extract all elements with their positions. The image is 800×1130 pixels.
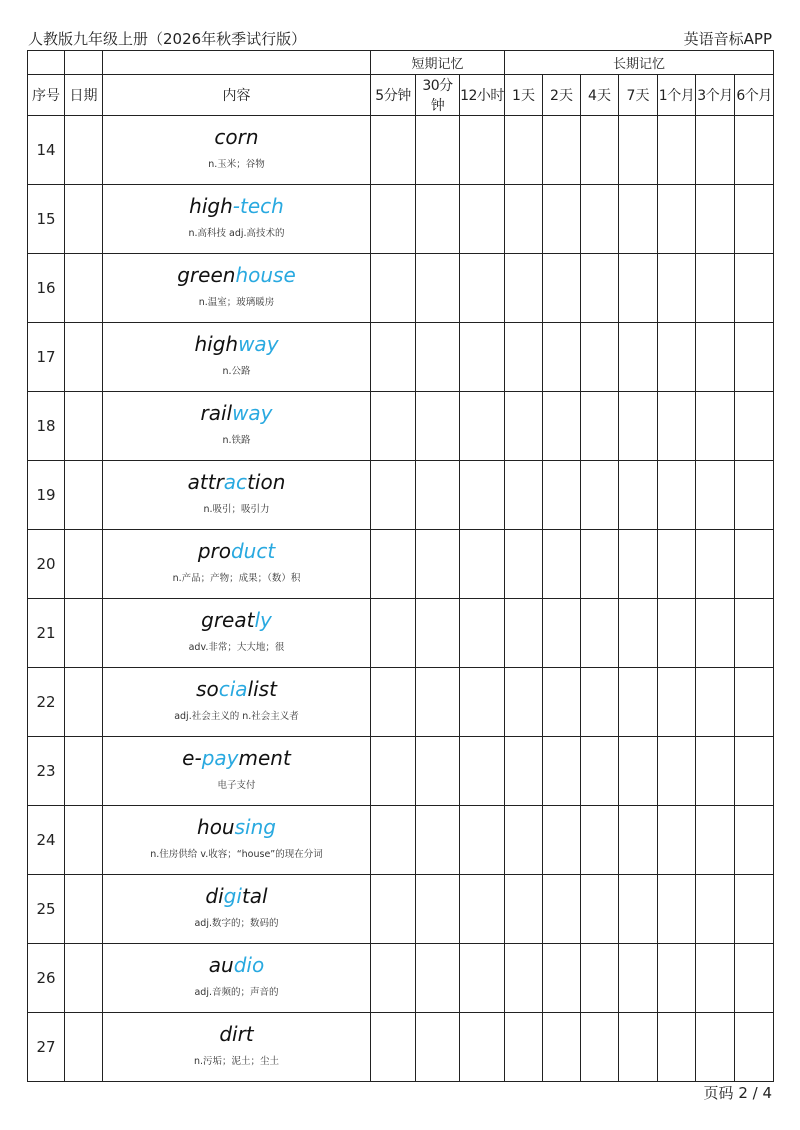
vocab-word <box>103 815 370 839</box>
review-checkbox-cell[interactable] <box>619 392 658 461</box>
review-checkbox-cell[interactable] <box>735 668 774 737</box>
row-index: 17 <box>28 323 65 392</box>
review-checkbox-cell[interactable] <box>416 599 460 668</box>
review-checkbox-cell[interactable] <box>581 599 619 668</box>
review-checkbox-cell[interactable] <box>505 461 543 530</box>
vocab-definition: n.温室；玻璃暖房 <box>198 297 275 308</box>
content-cell <box>103 875 371 944</box>
syllable: great <box>201 608 255 632</box>
review-checkbox-cell[interactable] <box>416 875 460 944</box>
row-index: 19 <box>28 461 65 530</box>
date-cell <box>65 254 103 323</box>
review-checkbox-cell[interactable] <box>658 530 696 599</box>
interval-header: 1个月 <box>658 75 696 116</box>
review-checkbox-cell[interactable] <box>619 737 658 806</box>
table-row <box>28 254 774 323</box>
review-checkbox-cell[interactable] <box>460 875 505 944</box>
syllable: list <box>247 677 277 701</box>
vocab-word <box>103 1022 370 1046</box>
vocab-definition: n.公路 <box>222 366 251 377</box>
review-checkbox-cell[interactable] <box>658 737 696 806</box>
row-index: 14 <box>28 116 65 185</box>
date-cell <box>65 323 103 392</box>
table-row <box>28 599 774 668</box>
review-checkbox-cell[interactable] <box>696 323 735 392</box>
review-checkbox-cell[interactable] <box>460 323 505 392</box>
row-index: 18 <box>28 392 65 461</box>
review-checkbox-cell[interactable] <box>371 944 416 1013</box>
review-checkbox-cell[interactable] <box>505 599 543 668</box>
review-checkbox-cell[interactable] <box>460 668 505 737</box>
review-checkbox-cell[interactable] <box>735 116 774 185</box>
date-cell <box>65 599 103 668</box>
review-checkbox-cell[interactable] <box>416 530 460 599</box>
review-checkbox-cell[interactable] <box>619 185 658 254</box>
review-checkbox-cell[interactable] <box>658 806 696 875</box>
review-checkbox-cell[interactable] <box>696 254 735 323</box>
table-row <box>28 461 774 530</box>
review-checkbox-cell[interactable] <box>619 1013 658 1082</box>
index-column-header: 序号 <box>28 75 65 116</box>
review-checkbox-cell[interactable] <box>735 875 774 944</box>
vocab-rows <box>28 116 774 1082</box>
vocab-word <box>103 539 370 563</box>
review-checkbox-cell[interactable] <box>581 461 619 530</box>
vocab-word <box>103 953 370 977</box>
review-checkbox-cell[interactable] <box>658 668 696 737</box>
review-checkbox-cell[interactable] <box>460 392 505 461</box>
review-checkbox-cell[interactable] <box>581 1013 619 1082</box>
vocab-word <box>103 470 370 494</box>
review-checkbox-cell[interactable] <box>696 116 735 185</box>
highlighted-syllable: ac <box>223 470 248 494</box>
row-index: 24 <box>28 806 65 875</box>
review-checkbox-cell[interactable] <box>619 806 658 875</box>
review-checkbox-cell[interactable] <box>371 1013 416 1082</box>
highlighted-syllable: way <box>238 332 279 356</box>
table-row <box>28 116 774 185</box>
review-checkbox-cell[interactable] <box>581 116 619 185</box>
highlighted-syllable: cia <box>218 677 248 701</box>
review-checkbox-cell[interactable] <box>371 323 416 392</box>
review-checkbox-cell[interactable] <box>543 737 581 806</box>
content-cell <box>103 254 371 323</box>
review-checkbox-cell[interactable] <box>735 737 774 806</box>
vocab-word <box>103 263 370 287</box>
review-checkbox-cell[interactable] <box>460 185 505 254</box>
review-checkbox-cell[interactable] <box>371 461 416 530</box>
row-index: 26 <box>28 944 65 1013</box>
review-checkbox-cell[interactable] <box>460 461 505 530</box>
table-row <box>28 806 774 875</box>
content-cell <box>103 323 371 392</box>
vocab-definition: n.住房供给 v.收容；“house”的现在分词 <box>150 849 323 860</box>
review-checkbox-cell[interactable] <box>505 737 543 806</box>
vocab-definition: adj.数字的；数码的 <box>194 918 279 929</box>
date-cell <box>65 1013 103 1082</box>
syllable: e- <box>182 746 202 770</box>
content-cell <box>103 1013 371 1082</box>
content-cell <box>103 461 371 530</box>
date-cell <box>65 116 103 185</box>
brand-label: 英语音标APP <box>683 30 772 48</box>
syllable: corn <box>214 125 259 149</box>
review-checkbox-cell[interactable] <box>696 392 735 461</box>
blank-cell <box>103 51 371 75</box>
review-checkbox-cell[interactable] <box>658 116 696 185</box>
group-header-row <box>28 51 774 75</box>
review-checkbox-cell[interactable] <box>658 254 696 323</box>
review-checkbox-cell[interactable] <box>696 944 735 1013</box>
row-index: 21 <box>28 599 65 668</box>
review-checkbox-cell[interactable] <box>416 944 460 1013</box>
review-checkbox-cell[interactable] <box>735 530 774 599</box>
syllable: rail <box>200 401 233 425</box>
table-row <box>28 668 774 737</box>
table-row <box>28 185 774 254</box>
review-checkbox-cell[interactable] <box>658 1013 696 1082</box>
review-checkbox-cell[interactable] <box>505 323 543 392</box>
table-row <box>28 875 774 944</box>
review-checkbox-cell[interactable] <box>460 116 505 185</box>
short-term-group-header: 短期记忆 <box>371 51 505 75</box>
review-checkbox-cell[interactable] <box>543 185 581 254</box>
interval-header: 1天 <box>505 75 543 116</box>
vocab-word <box>103 884 370 908</box>
review-checkbox-cell[interactable] <box>735 944 774 1013</box>
highlighted-syllable: pay <box>201 746 239 770</box>
review-checkbox-cell[interactable] <box>696 185 735 254</box>
review-checkbox-cell[interactable] <box>581 944 619 1013</box>
date-cell <box>65 185 103 254</box>
review-checkbox-cell[interactable] <box>543 116 581 185</box>
highlighted-syllable: duct <box>230 539 276 563</box>
syllable: green <box>177 263 236 287</box>
syllable: hou <box>197 815 235 839</box>
review-checkbox-cell[interactable] <box>696 737 735 806</box>
blank-cell <box>65 51 103 75</box>
interval-header: 30分钟 <box>416 75 460 116</box>
review-checkbox-cell[interactable] <box>505 530 543 599</box>
review-checkbox-cell[interactable] <box>735 1013 774 1082</box>
review-checkbox-cell[interactable] <box>460 944 505 1013</box>
vocab-word <box>103 194 370 218</box>
review-checkbox-cell[interactable] <box>735 392 774 461</box>
review-checkbox-cell[interactable] <box>581 806 619 875</box>
vocab-definition: n.铁路 <box>222 435 251 446</box>
content-cell <box>103 944 371 1013</box>
syllable: ment <box>238 746 291 770</box>
vocab-definition: n.吸引；吸引力 <box>203 504 270 515</box>
review-checkbox-cell[interactable] <box>581 254 619 323</box>
row-index: 16 <box>28 254 65 323</box>
content-cell <box>103 668 371 737</box>
date-cell <box>65 392 103 461</box>
review-checkbox-cell[interactable] <box>696 530 735 599</box>
review-checkbox-cell[interactable] <box>371 737 416 806</box>
vocab-definition: adj.音频的；声音的 <box>194 987 279 998</box>
review-checkbox-cell[interactable] <box>460 254 505 323</box>
date-column-header: 日期 <box>65 75 103 116</box>
table-row <box>28 737 774 806</box>
review-checkbox-cell[interactable] <box>696 875 735 944</box>
highlighted-syllable: house <box>235 263 296 287</box>
review-checkbox-cell[interactable] <box>735 461 774 530</box>
vocab-definition: n.高科技 adj.高技术的 <box>188 228 285 239</box>
syllable: tion <box>247 470 286 494</box>
review-checkbox-cell[interactable] <box>416 185 460 254</box>
review-checkbox-cell[interactable] <box>619 323 658 392</box>
review-checkbox-cell[interactable] <box>505 875 543 944</box>
review-checkbox-cell[interactable] <box>543 806 581 875</box>
review-checkbox-cell[interactable] <box>696 461 735 530</box>
table-row <box>28 1013 774 1082</box>
row-index: 15 <box>28 185 65 254</box>
review-checkbox-cell[interactable] <box>543 461 581 530</box>
review-checkbox-cell[interactable] <box>371 806 416 875</box>
date-cell <box>65 806 103 875</box>
vocab-definition: n.污垢；泥土；尘土 <box>193 1056 280 1067</box>
review-checkbox-cell[interactable] <box>543 530 581 599</box>
review-checkbox-cell[interactable] <box>735 185 774 254</box>
content-column-header: 内容 <box>103 75 371 116</box>
vocab-word <box>103 746 370 770</box>
review-checkbox-cell[interactable] <box>581 185 619 254</box>
review-checkbox-cell[interactable] <box>505 392 543 461</box>
review-checkbox-cell[interactable] <box>371 875 416 944</box>
content-cell <box>103 599 371 668</box>
review-checkbox-cell[interactable] <box>543 944 581 1013</box>
syllable: au <box>208 953 234 977</box>
vocab-word <box>103 677 370 701</box>
review-checkbox-cell[interactable] <box>416 1013 460 1082</box>
review-checkbox-cell[interactable] <box>505 254 543 323</box>
review-checkbox-cell[interactable] <box>581 737 619 806</box>
review-checkbox-cell[interactable] <box>658 461 696 530</box>
review-checkbox-cell[interactable] <box>658 599 696 668</box>
date-cell <box>65 530 103 599</box>
review-checkbox-cell[interactable] <box>416 254 460 323</box>
highlighted-syllable: sing <box>234 815 276 839</box>
review-checkbox-cell[interactable] <box>371 116 416 185</box>
vocab-definition: adj.社会主义的 n.社会主义者 <box>174 711 299 722</box>
date-cell <box>65 668 103 737</box>
review-checkbox-cell[interactable] <box>619 944 658 1013</box>
review-checkbox-cell[interactable] <box>505 806 543 875</box>
review-checkbox-cell[interactable] <box>735 254 774 323</box>
content-cell <box>103 737 371 806</box>
content-cell <box>103 392 371 461</box>
content-cell <box>103 185 371 254</box>
review-checkbox-cell[interactable] <box>543 599 581 668</box>
review-checkbox-cell[interactable] <box>460 737 505 806</box>
interval-header: 12小时 <box>460 75 505 116</box>
highlighted-syllable: dio <box>233 953 265 977</box>
review-checkbox-cell[interactable] <box>371 185 416 254</box>
review-checkbox-cell[interactable] <box>581 392 619 461</box>
syllable: di <box>205 884 224 908</box>
highlighted-syllable: way <box>232 401 273 425</box>
review-checkbox-cell[interactable] <box>371 668 416 737</box>
review-checkbox-cell[interactable] <box>619 116 658 185</box>
vocab-definition: adv.非常；大大地；很 <box>188 642 285 653</box>
row-index: 23 <box>28 737 65 806</box>
review-checkbox-cell[interactable] <box>696 668 735 737</box>
review-checkbox-cell[interactable] <box>416 806 460 875</box>
column-header-row <box>28 75 774 116</box>
review-checkbox-cell[interactable] <box>505 668 543 737</box>
interval-header: 3个月 <box>696 75 735 116</box>
review-checkbox-cell[interactable] <box>505 185 543 254</box>
review-checkbox-cell[interactable] <box>371 530 416 599</box>
review-checkbox-cell[interactable] <box>696 599 735 668</box>
row-index: 20 <box>28 530 65 599</box>
review-checkbox-cell[interactable] <box>543 254 581 323</box>
highlighted-syllable: -tech <box>232 194 284 218</box>
review-checkbox-cell[interactable] <box>460 530 505 599</box>
syllable: dirt <box>219 1022 254 1046</box>
vocab-review-table <box>27 50 774 1082</box>
date-cell <box>65 461 103 530</box>
table-row <box>28 392 774 461</box>
review-checkbox-cell[interactable] <box>658 875 696 944</box>
interval-header: 7天 <box>619 75 658 116</box>
review-checkbox-cell[interactable] <box>696 1013 735 1082</box>
review-checkbox-cell[interactable] <box>581 530 619 599</box>
syllable: high <box>194 332 239 356</box>
review-checkbox-cell[interactable] <box>416 461 460 530</box>
review-checkbox-cell[interactable] <box>371 599 416 668</box>
review-checkbox-cell[interactable] <box>619 254 658 323</box>
row-index: 27 <box>28 1013 65 1082</box>
date-cell <box>65 944 103 1013</box>
long-term-group-header: 长期记忆 <box>505 51 774 75</box>
vocab-word <box>103 125 370 149</box>
review-checkbox-cell[interactable] <box>658 323 696 392</box>
interval-header: 4天 <box>581 75 619 116</box>
date-cell <box>65 737 103 806</box>
review-checkbox-cell[interactable] <box>735 806 774 875</box>
review-checkbox-cell[interactable] <box>619 599 658 668</box>
vocab-definition: 电子支付 <box>217 780 256 791</box>
table-row <box>28 530 774 599</box>
table-row <box>28 944 774 1013</box>
interval-header: 2天 <box>543 75 581 116</box>
review-checkbox-cell[interactable] <box>505 116 543 185</box>
review-checkbox-cell[interactable] <box>416 116 460 185</box>
review-checkbox-cell[interactable] <box>619 530 658 599</box>
review-checkbox-cell[interactable] <box>735 599 774 668</box>
syllable: tal <box>241 884 268 908</box>
review-checkbox-cell[interactable] <box>619 668 658 737</box>
review-checkbox-cell[interactable] <box>658 944 696 1013</box>
content-cell <box>103 530 371 599</box>
review-checkbox-cell[interactable] <box>371 392 416 461</box>
vocab-definition: n.产品；产物；成果；（数）积 <box>172 573 301 584</box>
vocab-definition: n.玉米；谷物 <box>208 159 265 170</box>
content-cell <box>103 806 371 875</box>
review-checkbox-cell[interactable] <box>416 392 460 461</box>
syllable: so <box>196 677 219 701</box>
review-checkbox-cell[interactable] <box>543 323 581 392</box>
table-row <box>28 323 774 392</box>
review-checkbox-cell[interactable] <box>581 323 619 392</box>
review-checkbox-cell[interactable] <box>735 323 774 392</box>
review-checkbox-cell[interactable] <box>460 806 505 875</box>
review-checkbox-cell[interactable] <box>416 668 460 737</box>
highlighted-syllable: ly <box>254 608 272 632</box>
review-checkbox-cell[interactable] <box>371 254 416 323</box>
vocab-word <box>103 332 370 356</box>
highlighted-syllable: gi <box>223 884 242 908</box>
review-checkbox-cell[interactable] <box>619 461 658 530</box>
review-checkbox-cell[interactable] <box>543 668 581 737</box>
row-index: 25 <box>28 875 65 944</box>
syllable: high <box>189 194 233 218</box>
review-checkbox-cell[interactable] <box>505 944 543 1013</box>
review-checkbox-cell[interactable] <box>460 1013 505 1082</box>
review-checkbox-cell[interactable] <box>416 737 460 806</box>
syllable: pro <box>197 539 231 563</box>
interval-header: 5分钟 <box>371 75 416 116</box>
review-checkbox-cell[interactable] <box>696 806 735 875</box>
vocab-word <box>103 401 370 425</box>
review-checkbox-cell[interactable] <box>505 1013 543 1082</box>
review-checkbox-cell[interactable] <box>543 875 581 944</box>
review-checkbox-cell[interactable] <box>543 1013 581 1082</box>
blank-cell <box>28 51 65 75</box>
row-index: 22 <box>28 668 65 737</box>
date-cell <box>65 875 103 944</box>
page-number: 页码 2 / 4 <box>703 1084 772 1102</box>
vocab-word <box>103 608 370 632</box>
content-cell <box>103 116 371 185</box>
interval-header: 6个月 <box>735 75 774 116</box>
syllable: attr <box>187 470 224 494</box>
review-checkbox-cell[interactable] <box>658 392 696 461</box>
review-checkbox-cell[interactable] <box>658 185 696 254</box>
review-checkbox-cell[interactable] <box>543 392 581 461</box>
review-checkbox-cell[interactable] <box>581 875 619 944</box>
review-checkbox-cell[interactable] <box>416 323 460 392</box>
review-checkbox-cell[interactable] <box>460 599 505 668</box>
review-checkbox-cell[interactable] <box>581 668 619 737</box>
review-checkbox-cell[interactable] <box>619 875 658 944</box>
document-title: 人教版九年级上册（2026年秋季试行版） <box>28 30 307 48</box>
